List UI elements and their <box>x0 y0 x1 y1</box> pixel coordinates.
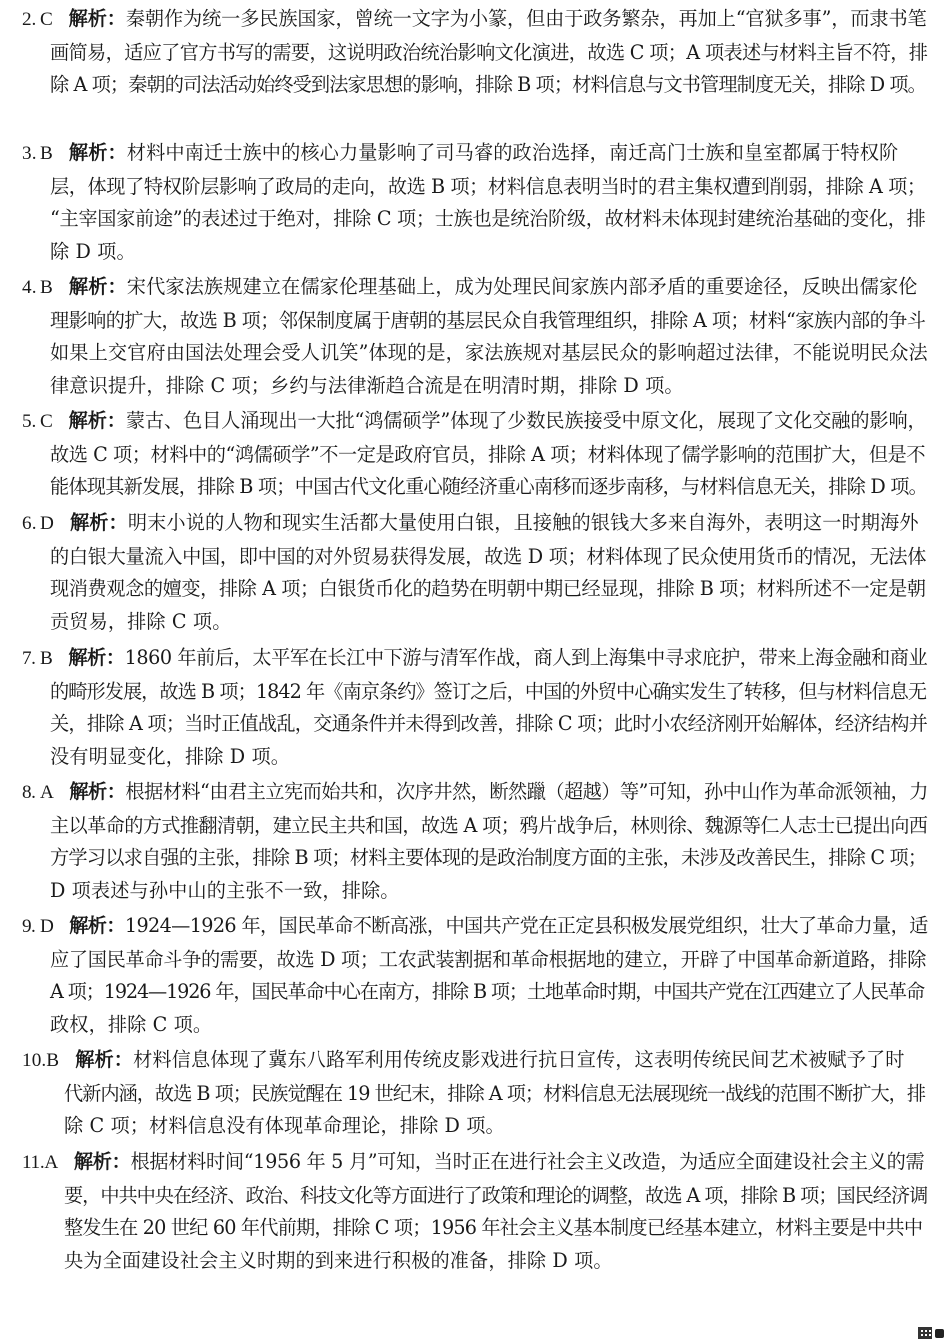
item-line: 代新内涵，故选 B 项；民族觉醒在 19 世纪末，排除 A 项；材料信息无法展现统一战线的范围不断扩大，排 <box>64 1081 926 1105</box>
item-answer: B <box>40 143 53 164</box>
item-line: 律意识提升，排除 C 项；乡约与法律渐趋合流是在明清时期，排除 D 项。 <box>50 373 684 397</box>
item-number: 3. <box>22 143 37 164</box>
answer-item-10 <box>22 1044 930 1143</box>
item-answer: B <box>46 1050 60 1071</box>
item-line: 根据材料“由君主立宪而始共和，次序井然，断然躐（超越）等”可知，孙中山作为革命派领袖，力 <box>125 780 928 803</box>
answer-item-5 <box>22 405 930 504</box>
item-line: 1860 年前后，太平军在长江中下游与清军作战，商人到上海集中寻求庇护，带来上海金融和商业 <box>124 646 928 669</box>
answer-item-6 <box>22 507 930 638</box>
analysis-colon: ： <box>106 409 126 432</box>
watermark <box>918 1327 944 1339</box>
item-line: 宋代家法族规建立在儒家伦理基础上，成为处理民间家族内部矛盾的重要途径，反映出儒家伦 <box>126 275 918 298</box>
analysis-colon: ： <box>105 646 125 669</box>
item-line: “主宰国家前途”的表述过于绝对，排除 C 项；士族也是统治阶级，故材料未体现封建统治基础的变化，排 <box>50 207 926 230</box>
item-line: 方学习以求自强的主张，排除 B 项；材料主要体现的是政治制度方面的主张，未涉及改善民生，排除 C 项； <box>50 846 927 869</box>
answer-item-2 <box>22 3 930 102</box>
item-number: 7. <box>22 648 36 669</box>
analysis-label: 解析 <box>73 1150 112 1173</box>
item-line: 主以革命的方式推翻清朝，建立民主共和国，故选 A 项；鸦片战争后，林则徐、魏源等仁人志士已提出向西 <box>50 813 928 837</box>
item-line: D 项表述与孙中山的主张不一致，排除。 <box>50 878 400 902</box>
analysis-colon: ： <box>106 780 126 803</box>
item-answer: B <box>40 648 53 669</box>
item-number: 9. <box>22 916 36 937</box>
item-number: 4. <box>22 277 37 298</box>
item-answer: C <box>40 9 53 30</box>
analysis-label: 解析 <box>68 7 107 30</box>
item-line: 层，体现了特权阶层影响了政局的走向，故选 B 项；材料信息表明当时的君主集权遭到削弱，排除 A 项； <box>50 174 926 198</box>
item-line: 的畸形发展，故选 B 项；1842 年《南京条约》签订之后，中国的外贸中心确实发生了转移，但与材料信息无 <box>50 679 927 703</box>
item-line: 没有明显变化，排除 D 项。 <box>50 744 291 768</box>
item-line: 蒙古、色目人涌现出一大批“鸿儒硕学”体现了少数民族接受中原文化，展现了文化交融的影响， <box>125 409 927 432</box>
item-line: 1924—1926 年，国民革命不断高涨，中国共产党在正定县积极发展党组织，壮大了革命力量，适 <box>124 914 928 937</box>
qr-code-icon <box>918 1327 932 1339</box>
item-answer: B <box>40 277 53 298</box>
item-line: 除 D 项。 <box>50 239 136 263</box>
answer-item-7 <box>22 642 930 773</box>
item-line: 如果上交官府由国法处理会受人讥笑”体现的是，家法族规对基层民众的影响超过法律，不能说明民众法 <box>50 341 928 364</box>
item-line: 理影响的扩大，故选 B 项；邻保制度属于唐朝的基层民众自我管理组织，排除 A 项；材料“家族内部的争斗 <box>50 308 926 332</box>
analysis-label: 解析 <box>69 914 107 937</box>
item-line: 贡贸易，排除 C 项。 <box>50 609 232 633</box>
analysis-label: 解析 <box>69 780 107 803</box>
analysis-colon: ： <box>107 141 127 164</box>
analysis-colon: ： <box>111 1150 131 1173</box>
analysis-colon: ： <box>106 914 125 937</box>
answer-item-8 <box>22 776 930 907</box>
item-line: 现消费观念的嬗变，排除 A 项；白银货币化的趋势在明朝中期已经显现，排除 B 项；材料所述不一定是朝 <box>50 577 926 600</box>
item-line: 材料中南迁士族中的核心力量影响了司马睿的政治选择，南迁高门士族和皇室都属于特权阶 <box>126 141 899 164</box>
answer-item-9 <box>22 910 930 1041</box>
analysis-colon: ： <box>108 511 128 534</box>
item-number: 2. <box>22 9 37 30</box>
item-answer: D <box>40 513 54 534</box>
item-line: 能体现其新发展，排除 B 项；中国古代文化重心随经济重心南移而逐步南移，与材料信息无关，排除 D 项。 <box>50 475 928 498</box>
analysis-label: 解析 <box>68 646 106 669</box>
item-line: 画简易，适应了官方书写的需要，这说明政治统治影响文化演进，故选 C 项；A 项表述与材料主旨不符，排 <box>50 40 928 64</box>
analysis-colon: ： <box>106 7 126 30</box>
item-line: A 项；1924—1926 年，国民革命中心在南方，排除 B 项；土地革命时期，中国共产党在江西建立了人民革命 <box>50 980 925 1003</box>
item-line: 整发生在 20 世纪 60 年代前期，排除 C 项；1956 年社会主义基本制度已经基本建立，材料主要是中共中 <box>64 1216 923 1239</box>
item-number: 10. <box>22 1050 47 1071</box>
app-logo-icon <box>935 1329 944 1338</box>
item-line: 材料信息体现了冀东八路军利用传统皮影戏进行抗日宣传，这表明传统民间艺术被赋予了时 <box>133 1048 905 1071</box>
item-line: 明末小说的人物和现实生活都大量使用白银，且接触的银钱大多来自海外，表明这一时期海外 <box>127 511 919 534</box>
item-line: 要，中共中央在经济、政治、科技文化等方面进行了政策和理论的调整，故选 A 项，排除 B 项；国民经济调 <box>64 1183 928 1207</box>
item-line: 根据材料时间“1956 年 5 月”可知，当时正在进行社会主义改造，为适应全面建设社会主义的需 <box>130 1150 925 1173</box>
item-answer: D <box>40 916 54 937</box>
item-answer: A <box>40 782 54 803</box>
analysis-label: 解析 <box>69 511 109 534</box>
answer-item-3 <box>22 137 930 268</box>
analysis-label: 解析 <box>75 1048 114 1071</box>
item-answer: C <box>40 411 53 432</box>
item-number: 8. <box>22 782 36 803</box>
item-line: 秦朝作为统一多民族国家，曾统一文字为小篆，但由于政务繁杂，再加上“官狱多事”，而隶书笔 <box>125 7 927 30</box>
item-number: 11. <box>22 1152 45 1173</box>
analysis-colon: ： <box>113 1048 134 1071</box>
item-number: 5. <box>22 411 37 432</box>
item-line: 政权，排除 C 项。 <box>50 1012 213 1036</box>
analysis-label: 解析 <box>68 409 107 432</box>
answer-item-4 <box>22 271 930 402</box>
item-line: 除 C 项；材料信息没有体现革命理论，排除 D 项。 <box>64 1114 505 1137</box>
analysis-colon: ： <box>107 275 127 298</box>
item-line: 央为全面建设社会主义时期的到来进行积极的准备，排除 D 项。 <box>64 1248 613 1272</box>
item-line: 故选 C 项；材料中的“鸿儒硕学”不一定是政府官员，排除 A 项；材料体现了儒学影响的范围扩大，但是不 <box>50 442 926 466</box>
item-number: 6. <box>22 513 37 534</box>
analysis-label: 解析 <box>68 275 108 298</box>
item-answer: A <box>44 1152 58 1173</box>
analysis-label: 解析 <box>68 141 108 164</box>
answer-item-11 <box>22 1146 930 1277</box>
item-line: 除 A 项；秦朝的司法活动始终受到法家思想的影响，排除 B 项；材料信息与文书管理制度无关，排除 D 项。 <box>50 73 926 96</box>
item-line: 的白银大量流入中国，即中国的对外贸易获得发展，故选 D 项；材料体现了民众使用货币的情况，无法体 <box>50 544 927 568</box>
item-line: 应了国民革命斗争的需要，故选 D 项；工农武装割据和革命根据地的建立，开辟了中国革命新道路，排除 <box>50 947 927 971</box>
item-line: 关，排除 A 项；当时正值战乱，交通条件并未得到改善，排除 C 项；此时小农经济刚开始解体，经济结构并 <box>50 712 928 735</box>
